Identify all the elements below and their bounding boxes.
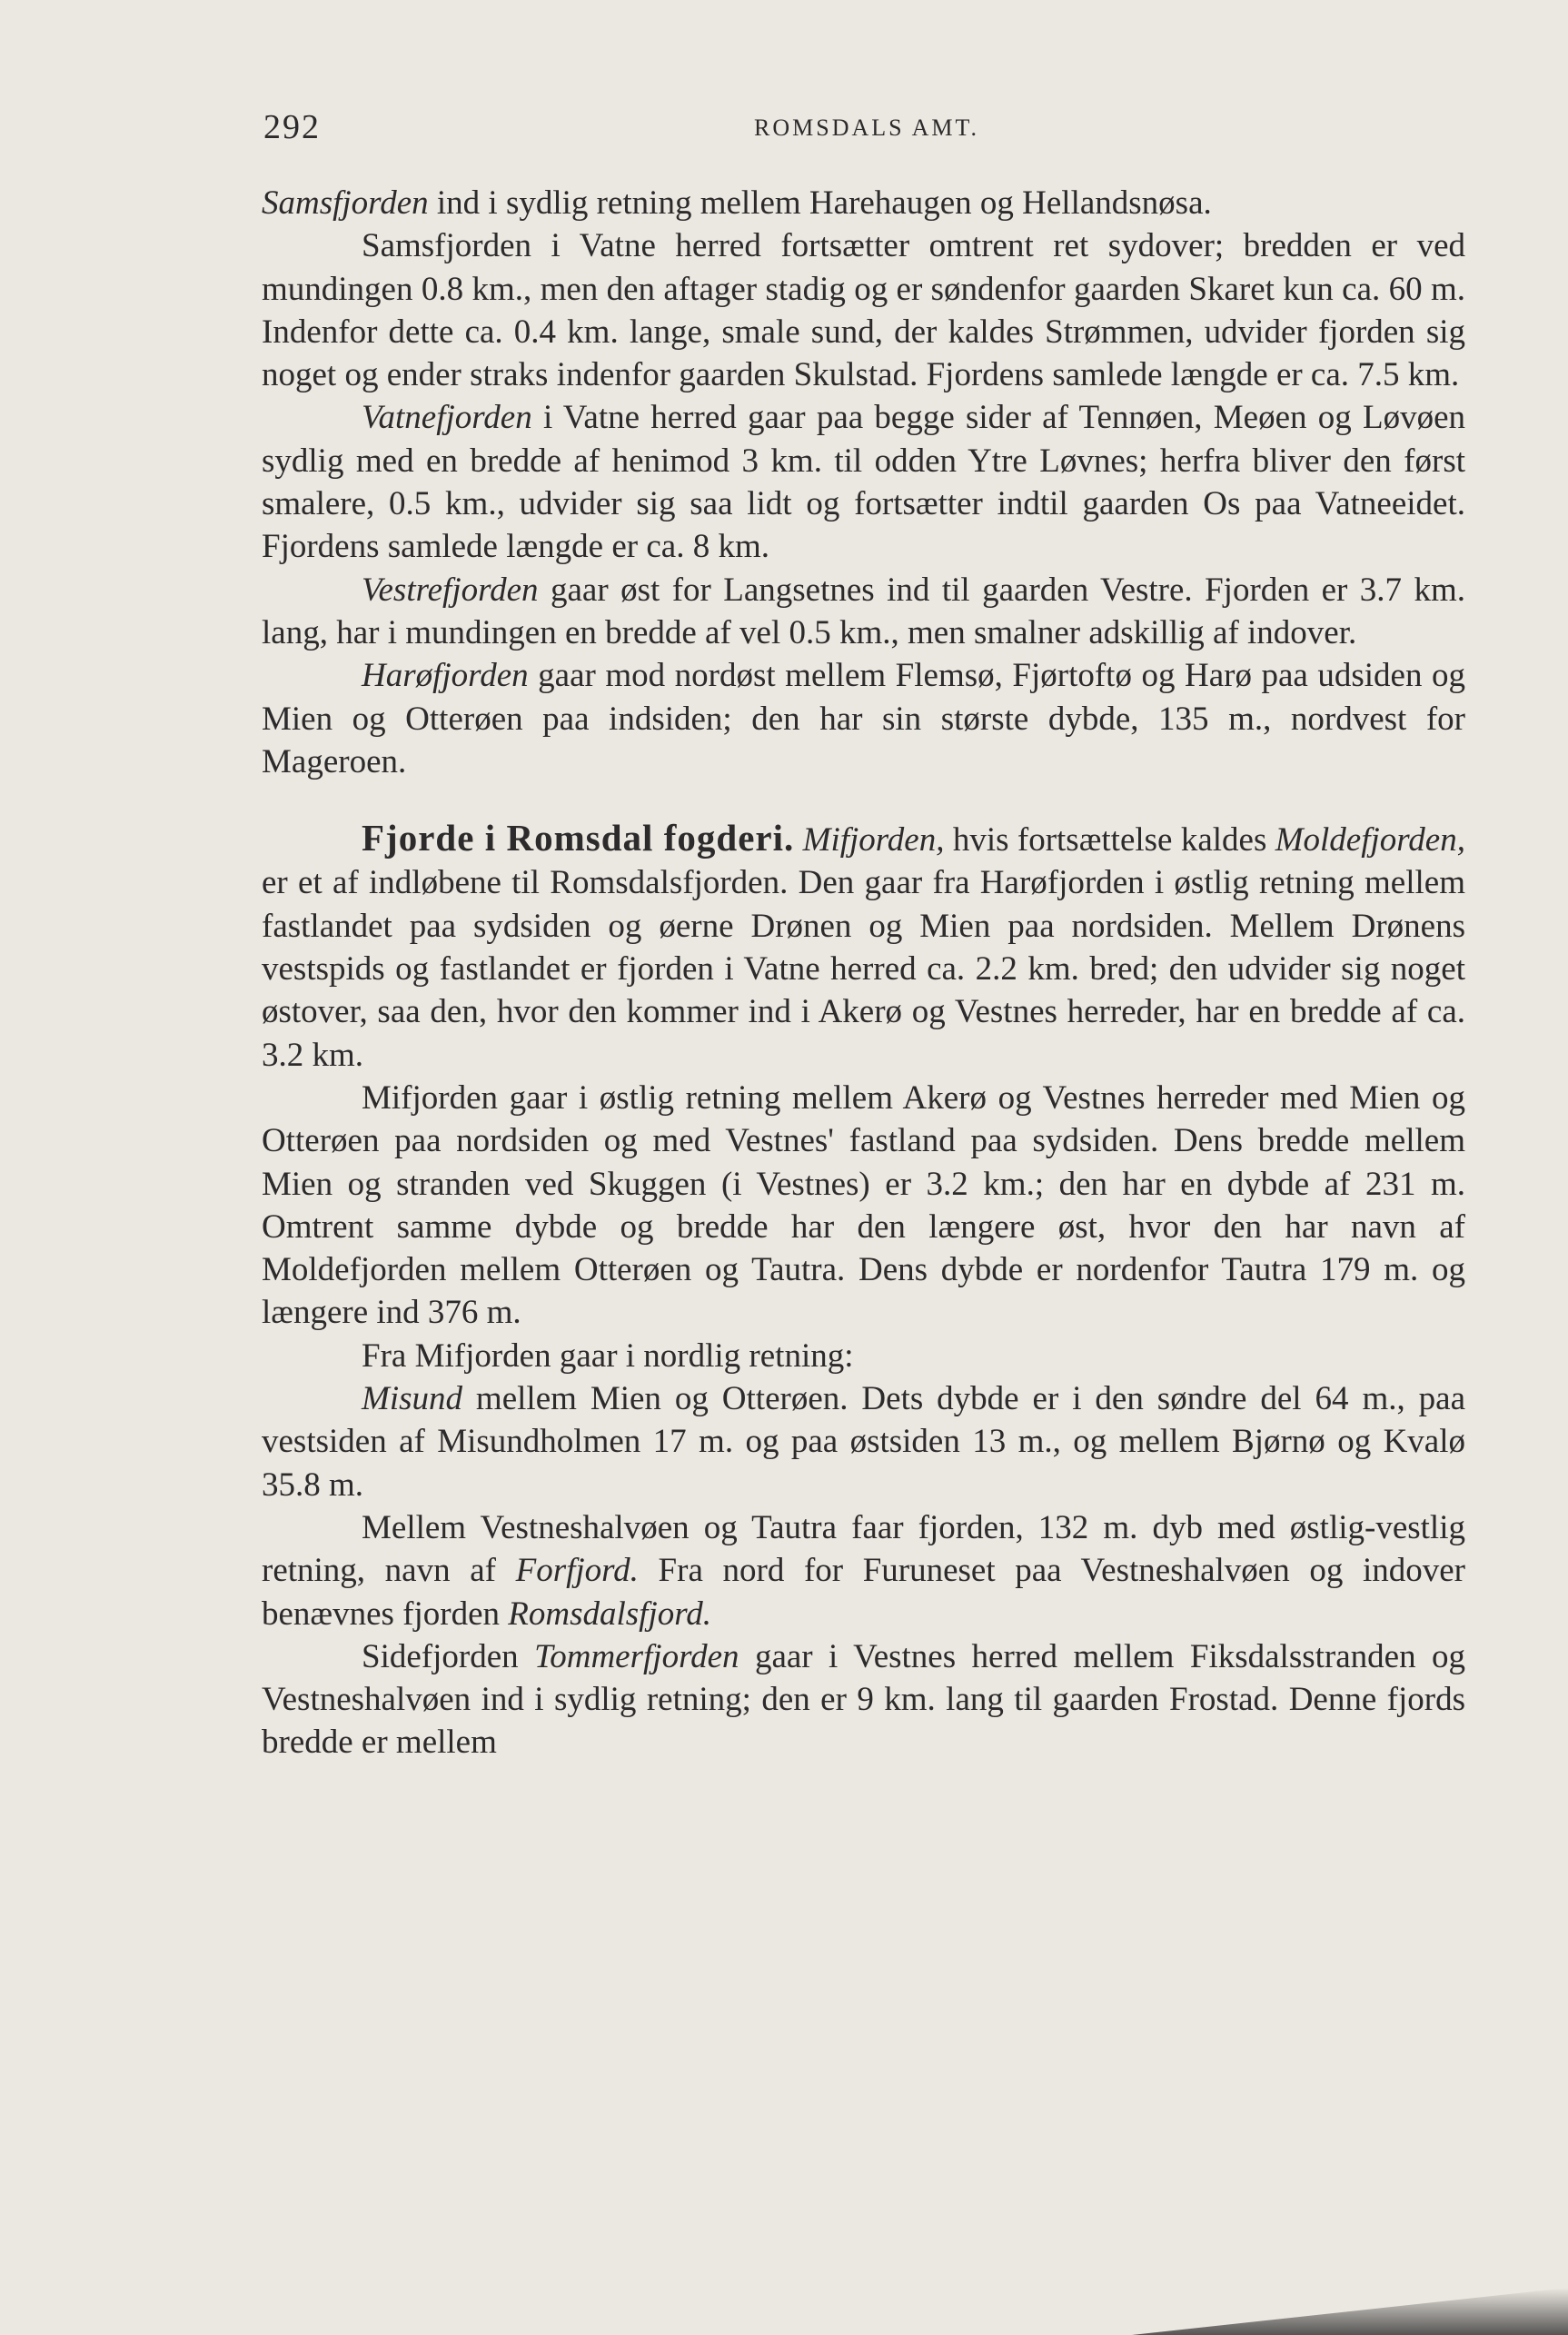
paragraph-lead: Samsfjorden xyxy=(262,184,429,222)
paragraph-lead: Misund xyxy=(362,1380,462,1418)
paragraph-mifjorden xyxy=(262,1077,1465,1335)
scan-edge-shadow xyxy=(1132,2288,1568,2335)
paragraph-misund xyxy=(262,1377,1465,1506)
paragraph-lead: Vestrefjorden xyxy=(362,571,539,609)
paragraph-text: Mellem Vestneshalvøen og Tautra faar fjorden, 132 m. dyb med østlig-vestlig retning, navn af xyxy=(262,1508,1465,1590)
paragraph-text: Sidefjorden xyxy=(362,1637,535,1675)
paragraph-fra-mifjorden xyxy=(262,1335,1465,1377)
paragraph-text: gaar mod nordøst mellem Flemsø, Fjørtoftø og Harø paa udsiden og Mien og Otterøen paa indsiden; den har sin største dybde, 135 m., nordvest for Mageroen. xyxy=(262,657,1465,780)
paragraph-lead: Forfjord. xyxy=(515,1552,639,1590)
paragraph-lead-secondary: Romsdalsfjord. xyxy=(508,1595,712,1633)
page-header xyxy=(263,107,1472,144)
paragraph-section-romsdal xyxy=(262,817,1465,1077)
paragraph-text: Mifjorden gaar i østlig retning mellem Akerø og Vestnes herreder med Mien og Otterøen paa nordsiden og med Vestnes' fastland paa sydsiden. Dens bredde mellem Mien og stranden ved Skuggen (i Vestnes) er 3.2 km.; den har en dybde af 231 m. Omtrent samme dybde og bredde har den længere øst, hvor den har navn af Moldefjorden mellem Otterøen og Tautra. Dens dybde er nordenfor Tautra 179 m. og længere ind 376 m. xyxy=(262,1078,1465,1332)
paragraph-text: Samsfjorden i Vatne herred fortsætter omtrent ret sydover; bredden er ved mundingen 0.8 km., men den aftager stadig og er søndenfor gaarden Skaret kun ca. 60 m. Indenfor dette ca. 0.4 km. lange, smale sund, der kaldes Strømmen, udvider fjorden sig noget og ender straks indenfor gaarden Skulstad. Fjordens samlede længde er ca. 7.5 km. xyxy=(262,227,1465,394)
paragraph-lead: Harøfjorden xyxy=(362,657,529,695)
section-heading: Fjorde i Romsdal fogderi. xyxy=(362,817,795,859)
paragraph-samsfjorden xyxy=(262,224,1465,396)
running-title: ROMSDALS AMT. xyxy=(754,114,980,141)
paragraph-vatnefjorden xyxy=(262,396,1465,568)
paragraph-lead: Tommerfjorden xyxy=(534,1637,739,1675)
paragraph-harofjorden xyxy=(262,654,1465,783)
page-number: 292 xyxy=(263,108,321,146)
paragraph-text: hvis fortsættelse kaldes xyxy=(944,821,1275,859)
paragraph-text: i Vatne herred gaar paa begge sider af Tennøen, Meøen og Løvøen sydlig med en bredde af henimod 3 km. til odden Ytre Løvnes; herfra bliver den først smalere, 0.5 km., udvider sig saa lidt og fortsætter indtil gaarden Os paa Vatneeidet. Fjordens samlede længde er ca. 8 km. xyxy=(262,399,1465,566)
paragraph-text: ind i sydlig retning mellem Harehaugen og Hellandsnøsa. xyxy=(428,184,1212,222)
paragraph-lead-secondary: Moldefjorden, xyxy=(1275,821,1465,859)
paragraph-lead: Mifjorden, xyxy=(802,821,945,859)
paragraph-text: mellem Mien og Otterøen. Dets dybde er i den søndre del 64 m., paa vestsiden af Misundholmen 17 m. og paa østsiden 13 m., og mellem Bjørnø og Kvalø 35.8 m. xyxy=(262,1380,1465,1504)
paragraph-tommerfjorden xyxy=(262,1635,1465,1764)
paragraph-lead: Vatnefjorden xyxy=(362,399,532,437)
paragraph-text: gaar i Vestnes herred mellem Fiksdalsstranden og Vestneshalvøen ind i sydlig retning; den er 9 km. lang til gaarden Frostad. Denne fjords bredde er mellem xyxy=(262,1637,1465,1762)
body-text xyxy=(262,182,1465,1764)
paragraph-text: Fra nord for Furuneset paa Vestneshalvøen og indover benævnes fjorden xyxy=(262,1552,1465,1633)
paragraph-vestrefjorden xyxy=(262,569,1465,655)
paragraph-text: gaar øst for Langsetnes ind til gaarden Vestre. Fjorden er 3.7 km. lang, har i mundingen en bredde af vel 0.5 km., men smalner adskillig af indover. xyxy=(262,571,1465,651)
paragraph-text: er et af indløbene til Romsdalsfjorden. Den gaar fra Harøfjorden i østlig retning mellem fastlandet paa sydsiden og øerne Drønen og Mien paa nordsiden. Mellem Drønens vestspids og fastlandet er fjorden i Vatne herred ca. 2.2 km. bred; den udvider sig noget østover, saa den, hvor den kommer ind i Akerø og Vestnes herreder, har en bredde af ca. 3.2 km. xyxy=(262,864,1465,1074)
paragraph-forfjord xyxy=(262,1506,1465,1635)
paragraph-text: Fra Mifjorden gaar i nordlig retning: xyxy=(362,1336,854,1375)
paragraph-samsfjorden-intro xyxy=(262,182,1465,224)
